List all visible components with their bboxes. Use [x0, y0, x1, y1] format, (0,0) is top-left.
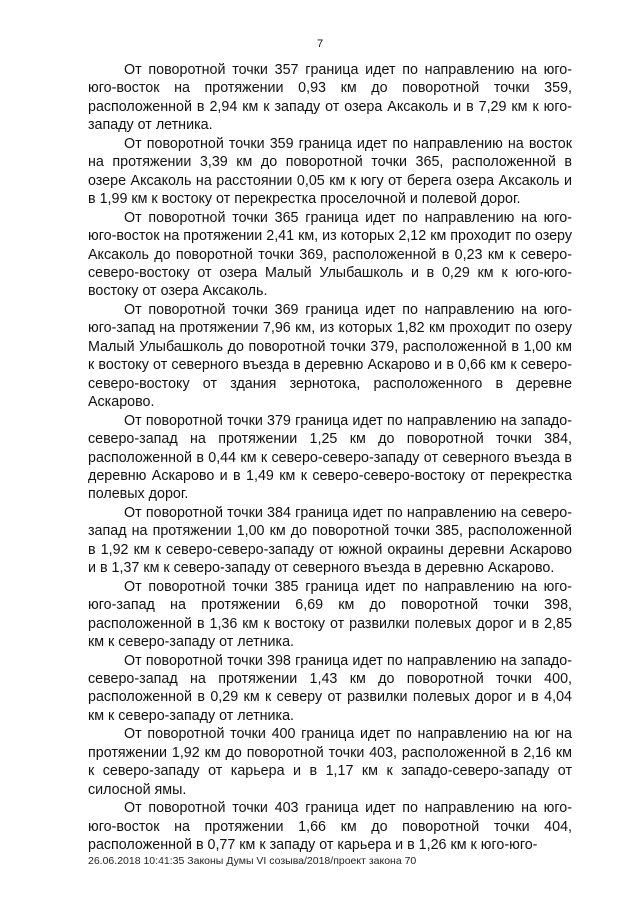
paragraph: От поворотной точки 357 граница идет по направлению на юго-юго-восток на протяжении 0,93 км до поворотной точки 359, расположенной в 2,94 км к западу от озера Аксаколь и в 7,29 км к юго-западу от летника.	[88, 62, 572, 134]
paragraph: От поворотной точки 359 граница идет по направлению на восток на протяжении 3,39 км до поворотной точки 365, расположенной в озере Аксаколь на расстоянии 0,05 км к югу от берега озера Аксаколь и в 1,99 км к востоку от перекрестка проселочной и полевой дорог.	[88, 135, 572, 208]
document-footer: 26.06.2018 10:41:35 Законы Думы VI созыва/2018/проект закона 70	[88, 855, 417, 867]
paragraph: От поворотной точки 403 граница идет по направлению на юго-юго-восток на протяжении 1,66 км до поворотной точки 404, расположенной в 0,77 км к западу от карьера и в 1,26 км к юго-юго-	[88, 800, 572, 854]
page-number: 7	[316, 38, 324, 50]
document-body	[88, 61, 572, 854]
paragraph: От поворотной точки 385 граница идет по направлению на юго-юго-запад на протяжении 6,69 км до поворотной точки 398, расположенной в 1,36 км к востоку от развилки полевых дорог и в 2,85 км к северо-западу от летника.	[88, 578, 572, 651]
paragraph: От поворотной точки 369 граница идет по направлению на юго-юго-запад на протяжении 7,96 км, из которых 1,82 км проходит по озеру Малый Улыбашколь до поворотной точки 379, расположенной в 1,00 км к востоку от северного въезда в деревню Аскарово и в 0,66 км к северо-северо-востоку от здания зернотока, расположенного в деревне Аскарово.	[88, 301, 572, 411]
paragraph: От поворотной точки 379 граница идет по направлению на западо-северо-запад на протяжении 1,25 км до поворотной точки 384, расположенной в 0,44 км к северо-северо-западу от северного въезда в деревню Аскарово и в 1,49 км к северо-северо-востоку от перекрестка полевых дорог.	[88, 412, 572, 503]
paragraph: От поворотной точки 398 граница идет по направлению на западо-северо-запад на протяжении 1,43 км до поворотной точки 400, расположенной в 0,29 км к северу от развилки полевых дорог и в 4,04 км к северо-западу от летника.	[88, 652, 572, 724]
paragraph: От поворотной точки 384 граница идет по направлению на северо-запад на протяжении 1,00 км до поворотной точки 385, расположенной в 1,92 км к северо-северо-западу от южной окраины деревни Аскарово и в 1,37 км к северо-западу от северного въезда в деревню Аскарово.	[88, 504, 572, 577]
paragraph: От поворотной точки 365 граница идет по направлению на юго-юго-восток на протяжении 2,41 км, из которых 2,12 км проходит по озеру Аксаколь до поворотной точки 369, расположенной в 0,23 км к северо-северо-востоку от озера Малый Улыбашколь и в 0,29 км к юго-юго-востоку от озера Аксаколь.	[88, 209, 572, 300]
paragraph: От поворотной точки 400 граница идет по направлению на юг на протяжении 1,92 км до поворотной точки 403, расположенной в 2,16 км к северо-западу от карьера и в 1,17 км к западо-северо-западу от силосной ямы.	[88, 726, 572, 798]
